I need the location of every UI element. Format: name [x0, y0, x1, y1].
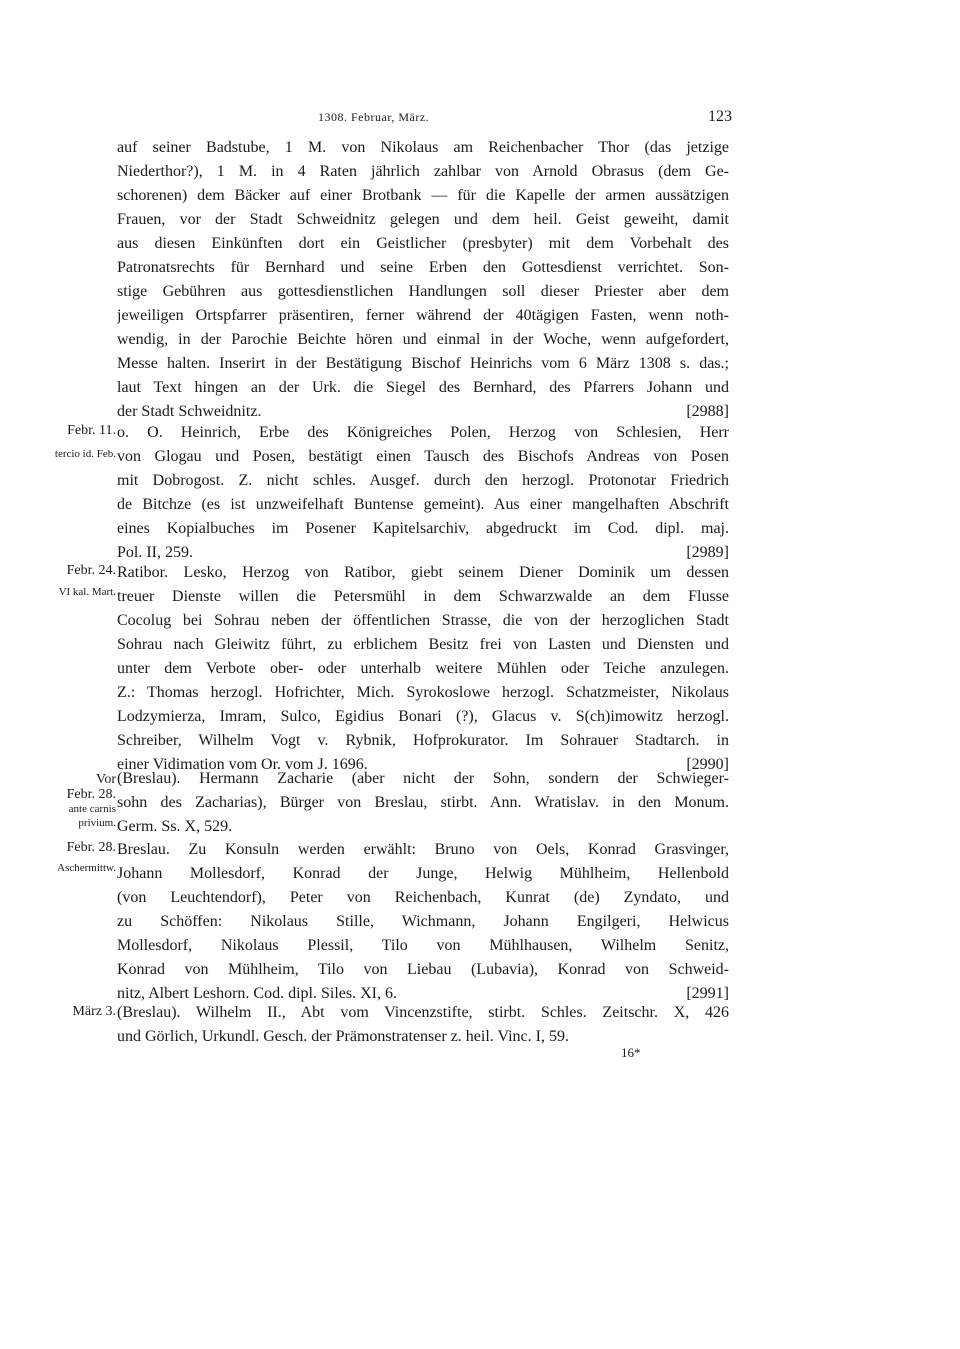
text-line: o. O. Heinrich, Erbe des Königreiches Polen, Herzog von Schlesien, Herr: [117, 424, 729, 441]
text-line: Johann Mollesdorf, Konrad der Junge, Helwig Mühlheim, Hellenbold: [117, 865, 729, 882]
text-line: Z.: Thomas herzogl. Hofrichter, Mich. Syrokoslowe herzogl. Schatzmeister, Nikolaus: [117, 684, 729, 701]
margin-date: Febr. 24.: [66, 563, 116, 578]
text-line: auf seiner Badstube, 1 M. von Nikolaus am Reichenbacher Thor (das jetzige: [117, 139, 729, 156]
text-line: [117, 542, 729, 564]
text-line: Lodzymierza, Imram, Sulco, Egidius Bonari (?), Glacus v. S(ch)imowitz herzogl.: [117, 708, 729, 725]
text-line: jeweiligen Ortspfarrer präsentiren, ferner während der 40tägigen Fasten, wenn noth-: [117, 307, 729, 324]
margin-date: Febr. 11.: [67, 423, 116, 438]
text-line: zu Schöffen: Nikolaus Stille, Wichmann, Johann Engilgeri, Helwicus: [117, 913, 729, 930]
text-line: mit Dobrogost. Z. nicht schles. Ausgef. durch den herzogl. Protonotar Friedrich: [117, 472, 729, 489]
text-line: (Breslau). Wilhelm II., Abt vom Vincenzstifte, stirbt. Schles. Zeitschr. X, 426: [117, 1004, 729, 1021]
text-line: treuer Dienste willen die Petersmühl in dem Schwarzwalde an dem Flusse: [117, 588, 729, 605]
text-line: (Breslau). Hermann Zacharie (aber nicht der Sohn, sondern der Schwieger-: [117, 770, 729, 787]
text-line: Niederthor?), 1 M. in 4 Raten jährlich zahlbar von Arnold Obrasus (dem Ge-: [117, 163, 729, 180]
entry-reference: [2989]: [686, 544, 729, 561]
margin-date: Vor: [96, 772, 116, 787]
text-line: Patronatsrechts für Bernhard und seine Erben den Gottesdienst verrichtet. Son-: [117, 259, 729, 276]
text-line: Schreiber, Wilhelm Vogt v. Rybnik, Hofprokurator. Im Sohrauer Stadtarch. in: [117, 732, 729, 749]
entry-reference: [2988]: [686, 403, 729, 420]
text-line: Konrad von Mühlheim, Tilo von Liebau (Lubavia), Konrad von Schweid-: [117, 961, 729, 978]
text-line: Ratibor. Lesko, Herzog von Ratibor, giebt seinem Diener Dominik um dessen: [117, 564, 729, 581]
text-line: Frauen, vor der Stadt Schweidnitz gelegen und dem heil. Geist geweiht, damit: [117, 211, 729, 228]
text-line: (von Leuchtendorf), Peter von Reichenbach, Kunrat (de) Zyndato, und: [117, 889, 729, 906]
entry-reference: [2990]: [686, 756, 729, 773]
text-line-last: der Stadt Schweidnitz.: [117, 403, 262, 420]
entry-reference: [2991]: [686, 985, 729, 1002]
text-line-last: einer Vidimation vom Or. vom J. 1696.: [117, 756, 368, 773]
running-header: 1308. Februar, März.: [318, 110, 430, 124]
text-line: Messe halten. Inserirt in der Bestätigung Bischof Heinrichs vom 6 März 1308 s. das.;: [117, 355, 729, 372]
text-line: sohn des Zacharias), Bürger von Breslau, stirbt. Ann. Wratislav. in den Monum.: [117, 794, 729, 811]
text-line: Breslau. Zu Konsuln werden erwählt: Bruno von Oels, Konrad Grasvinger,: [117, 841, 729, 858]
text-line: laut Text hingen an der Urk. die Siegel des Bernhard, des Pfarrers Johann und: [117, 379, 729, 396]
text-line: schorenen) dem Bäcker auf einer Brotbank — für die Kapelle der armen aussätzigen: [117, 187, 729, 204]
margin-date: Febr. 28.: [66, 840, 116, 855]
text-line: aus diesen Einkünften dort ein Geistlicher (presbyter) mit dem Vorbehalt des: [117, 235, 729, 252]
text-line: Sohrau nach Gleiwitz führt, zu erblichem Besitz frei von Lasten und Diensten und: [117, 636, 729, 653]
margin-date-latin: tercio id. Feb.: [54, 448, 116, 460]
text-line: Cocolug bei Sohrau neben der öffentlichen Strasse, die von der herzoglichen Stadt: [117, 612, 729, 629]
margin-date: März 3.: [72, 1004, 116, 1019]
text-line: Mollesdorf, Nikolaus Plessil, Tilo von Mühlhausen, Wilhelm Senitz,: [117, 937, 729, 954]
text-line: de Bitchze (es ist unzweifelhaft Buntense gemeint). Aus einer mangelhaften Abschrift: [117, 496, 729, 513]
text-line-last: Pol. II, 259.: [117, 544, 193, 561]
text-line: und Görlich, Urkundl. Gesch. der Prämonstratenser z. heil. Vinc. I, 59.: [117, 1028, 569, 1045]
sheet-signature: 16*: [621, 1045, 641, 1060]
text-line: stige Gebühren aus gottesdienstlichen Handlungen soll dieser Priester aber dem: [117, 283, 729, 300]
text-line: wendig, in der Parochie Beichte hören und einmal in der Woche, wenn aufgefordert,: [117, 331, 729, 348]
text-line: [117, 401, 729, 423]
page-number: 123: [708, 108, 732, 125]
margin-date-latin: ante carnis: [68, 803, 116, 815]
margin-date-latin: VI kal. Mart.: [58, 586, 116, 598]
margin-date: Febr. 28.: [66, 787, 116, 802]
text-line: eines Kopialbuches im Posener Kapitelsarchiv, abgedruckt im Cod. dipl. maj.: [117, 520, 729, 537]
margin-date-latin: Aschermittw.: [57, 862, 116, 874]
text-line-last: nitz, Albert Leshorn. Cod. dipl. Siles. XI, 6.: [117, 985, 397, 1002]
text-line: unter dem Verbote ober- oder unterhalb weitere Mühlen oder Teiche anzulegen.: [117, 660, 729, 677]
margin-date-latin: privium.: [78, 817, 116, 829]
text-line: Germ. Ss. X, 529.: [117, 818, 233, 835]
text-line: von Glogau und Posen, bestätigt einen Tausch des Bischofs Andreas von Posen: [117, 448, 729, 465]
